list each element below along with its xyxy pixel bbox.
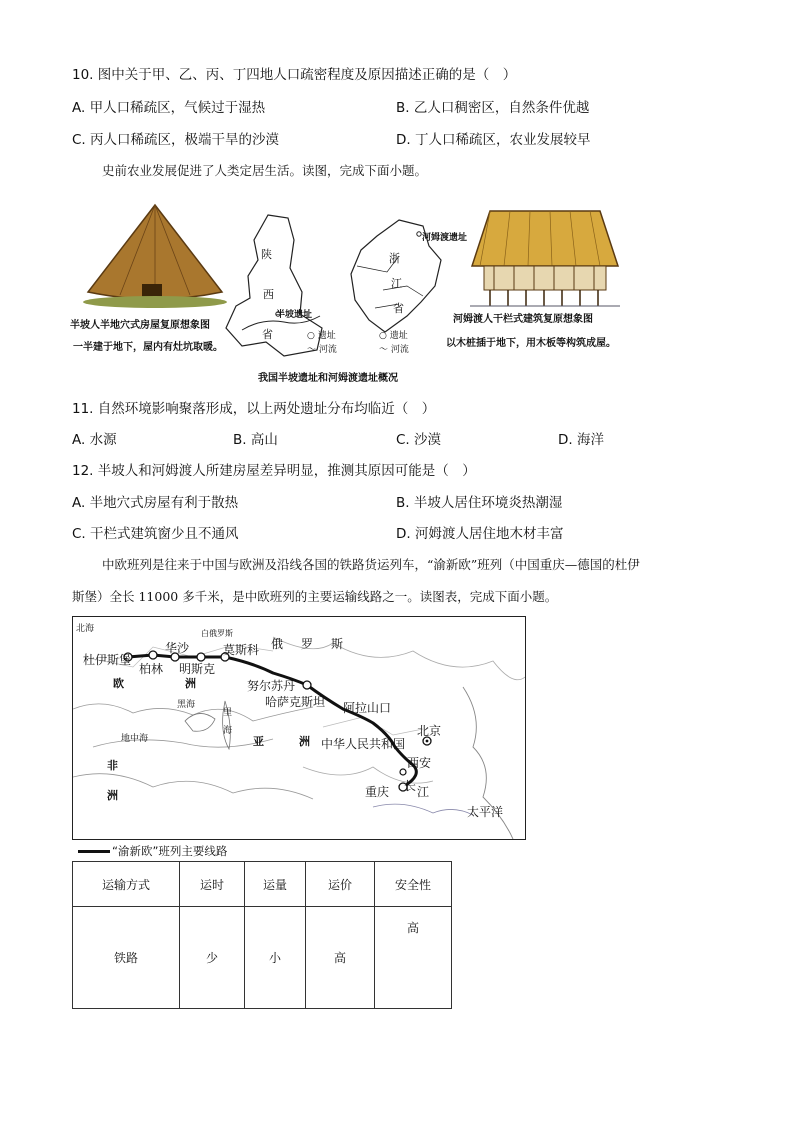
table-header-cell: 运量 — [245, 862, 306, 907]
intro-paragraph-2-line-2: 斯堡）全长 11000 多千米，是中欧班列的主要运输线路之一。读图表，完成下面小题。 — [72, 589, 558, 604]
table-header-cell: 运时 — [180, 862, 245, 907]
q10-option-a[interactable]: A. 甲人口稀疏区，气候过于湿热 — [72, 100, 266, 116]
map-label-russia-3: 斯 — [331, 637, 344, 651]
q12-option-d[interactable]: D. 河姆渡人居住地木材丰富 — [396, 526, 564, 542]
q11-option-b[interactable]: B. 高山 — [233, 432, 278, 448]
banpo-hut-illustration — [80, 200, 230, 315]
map-label-duisburg: 杜伊斯堡 — [83, 653, 132, 667]
site-marker-icon: ○ — [307, 331, 318, 341]
map-label-africa-1: 非 — [107, 759, 118, 772]
map-label-belarus: 白俄罗斯 — [201, 629, 233, 638]
map-label-alashankou: 阿拉山口 — [343, 701, 392, 715]
shaanxi-label-1: 陕 — [261, 248, 272, 261]
q11-option-d[interactable]: D. 海洋 — [558, 432, 604, 448]
q10-option-b[interactable]: B. 乙人口稠密区，自然条件优越 — [396, 100, 590, 116]
map-label-minsk: 明斯克 — [179, 662, 216, 676]
legend-river-1: 〜 河流 — [307, 345, 337, 355]
map-label-berlin: 柏林 — [139, 662, 164, 676]
map-label-pacific: 太平洋 — [467, 805, 504, 819]
table-row — [73, 907, 452, 1009]
table-cell: 少 — [180, 907, 245, 1009]
figure-title: 我国半坡遗址和河姆渡遗址概况 — [258, 373, 398, 384]
map-label-yangtze-2: 江 — [417, 785, 430, 799]
q11-option-c[interactable]: C. 沙漠 — [396, 432, 442, 448]
q10-option-d[interactable]: D. 丁人口稀疏区，农业发展较早 — [396, 132, 591, 148]
map-label-moscow: 莫斯科 — [223, 643, 260, 657]
map-legend — [78, 843, 227, 859]
river-line-icon: 〜 — [379, 345, 391, 355]
zhejiang-label-3: 省 — [393, 302, 404, 315]
map-label-europe-2: 洲 — [185, 677, 196, 690]
map-label-russia-2: 罗 — [301, 637, 314, 651]
intro-paragraph-1: 史前农业发展促进了人类定居生活。读图，完成下面小题。 — [102, 163, 428, 178]
map-label-asia-1: 亚 — [253, 735, 264, 748]
table-header-cell: 运输方式 — [73, 862, 180, 907]
q12-option-c[interactable]: C. 干栏式建筑窗少且不通风 — [72, 526, 239, 542]
map-label-north-sea: 北海 — [76, 624, 95, 634]
banpo-caption-title: 半坡人半地穴式房屋复原想象图 — [70, 320, 210, 331]
route-line-icon — [78, 850, 110, 853]
map-legend-label: “渝新欧”班列主要线路 — [112, 844, 228, 858]
map-label-asia-2: 洲 — [299, 735, 310, 748]
q11-option-a[interactable]: A. 水源 — [72, 432, 117, 448]
legend-site-1: ○ 遗址 — [307, 331, 336, 341]
site-marker-icon: ○ — [379, 331, 390, 341]
zhejiang-label-2: 江 — [391, 277, 402, 290]
map-label-xian: 西安 — [407, 756, 432, 770]
map-label-russia-1: 俄 — [271, 637, 284, 651]
map-label-kazakhstan: 哈萨克斯坦 — [265, 695, 326, 709]
transport-comparison-table — [72, 861, 452, 1009]
q12-stem: 12. 半坡人和河姆渡人所建房屋差异明显，推测其原因可能是（ ） — [72, 463, 476, 479]
q10-stem: 10. 图中关于甲、乙、丙、丁四地人口疏密程度及原因描述正确的是（ ） — [72, 67, 517, 83]
map-label-europe-1: 欧 — [113, 677, 124, 690]
map-label-chongqing: 重庆 — [365, 785, 390, 799]
map-label-africa-2: 洲 — [107, 789, 118, 802]
table-cell: 高 — [375, 907, 452, 1009]
q12-option-a[interactable]: A. 半地穴式房屋有利于散热 — [72, 495, 239, 511]
map-label-beijing: 北京 — [417, 724, 442, 738]
hemudu-stilt-house-illustration — [470, 206, 620, 311]
banpo-site-label: 半坡遗址 — [276, 310, 313, 320]
table-header-row — [73, 862, 452, 907]
table-header-cell: 运价 — [306, 862, 375, 907]
legend-river-2: 〜 河流 — [379, 345, 409, 355]
table-cell: 小 — [245, 907, 306, 1009]
banpo-caption-desc: 一半建于地下，屋内有灶坑取暖。 — [73, 342, 223, 353]
map-label-mediterranean: 地中海 — [121, 734, 149, 744]
hemudu-caption-title: 河姆渡人干栏式建筑复原想象图 — [453, 314, 593, 325]
hemudu-caption-desc: 以木桩插于地下，用木板等构筑成屋。 — [446, 338, 616, 349]
legend-site-2: ○ 遗址 — [379, 331, 408, 341]
table-cell: 高 — [306, 907, 375, 1009]
map-label-black-sea: 黑海 — [177, 700, 196, 710]
map-label-nursultan: 努尔苏丹 — [247, 679, 296, 693]
table-header-cell: 安全性 — [375, 862, 452, 907]
river-line-icon: 〜 — [307, 345, 319, 355]
hemudu-site-label: 河姆渡遗址 — [422, 233, 468, 243]
figure-prehistoric-sites — [70, 198, 630, 388]
q12-option-b[interactable]: B. 半坡人居住环境炎热潮湿 — [396, 495, 563, 511]
intro-paragraph-2-line-1: 中欧班列是往来于中国与欧洲及沿线各国的铁路货运列车，“渝新欧”班列（中国重庆—德国的杜伊 — [102, 557, 640, 572]
railway-route-map — [72, 616, 526, 840]
shaanxi-label-3: 省 — [262, 328, 273, 341]
map-label-caspian-2: 海 — [223, 726, 233, 736]
zhejiang-label-1: 浙 — [389, 252, 400, 265]
map-label-caspian-1: 里 — [223, 708, 233, 718]
map-background — [73, 617, 525, 839]
q11-stem: 11. 自然环境影响聚落形成，以上两处遗址分布均临近（ ） — [72, 401, 436, 417]
map-label-yangtze-1: 长 — [404, 779, 417, 793]
q10-option-c[interactable]: C. 丙人口稀疏区，极端干旱的沙漠 — [72, 132, 280, 148]
table-cell: 铁路 — [73, 907, 180, 1009]
map-label-warsaw: 华沙 — [165, 641, 190, 655]
shaanxi-label-2: 西 — [263, 288, 274, 301]
map-label-prc: 中华人民共和国 — [321, 737, 406, 751]
